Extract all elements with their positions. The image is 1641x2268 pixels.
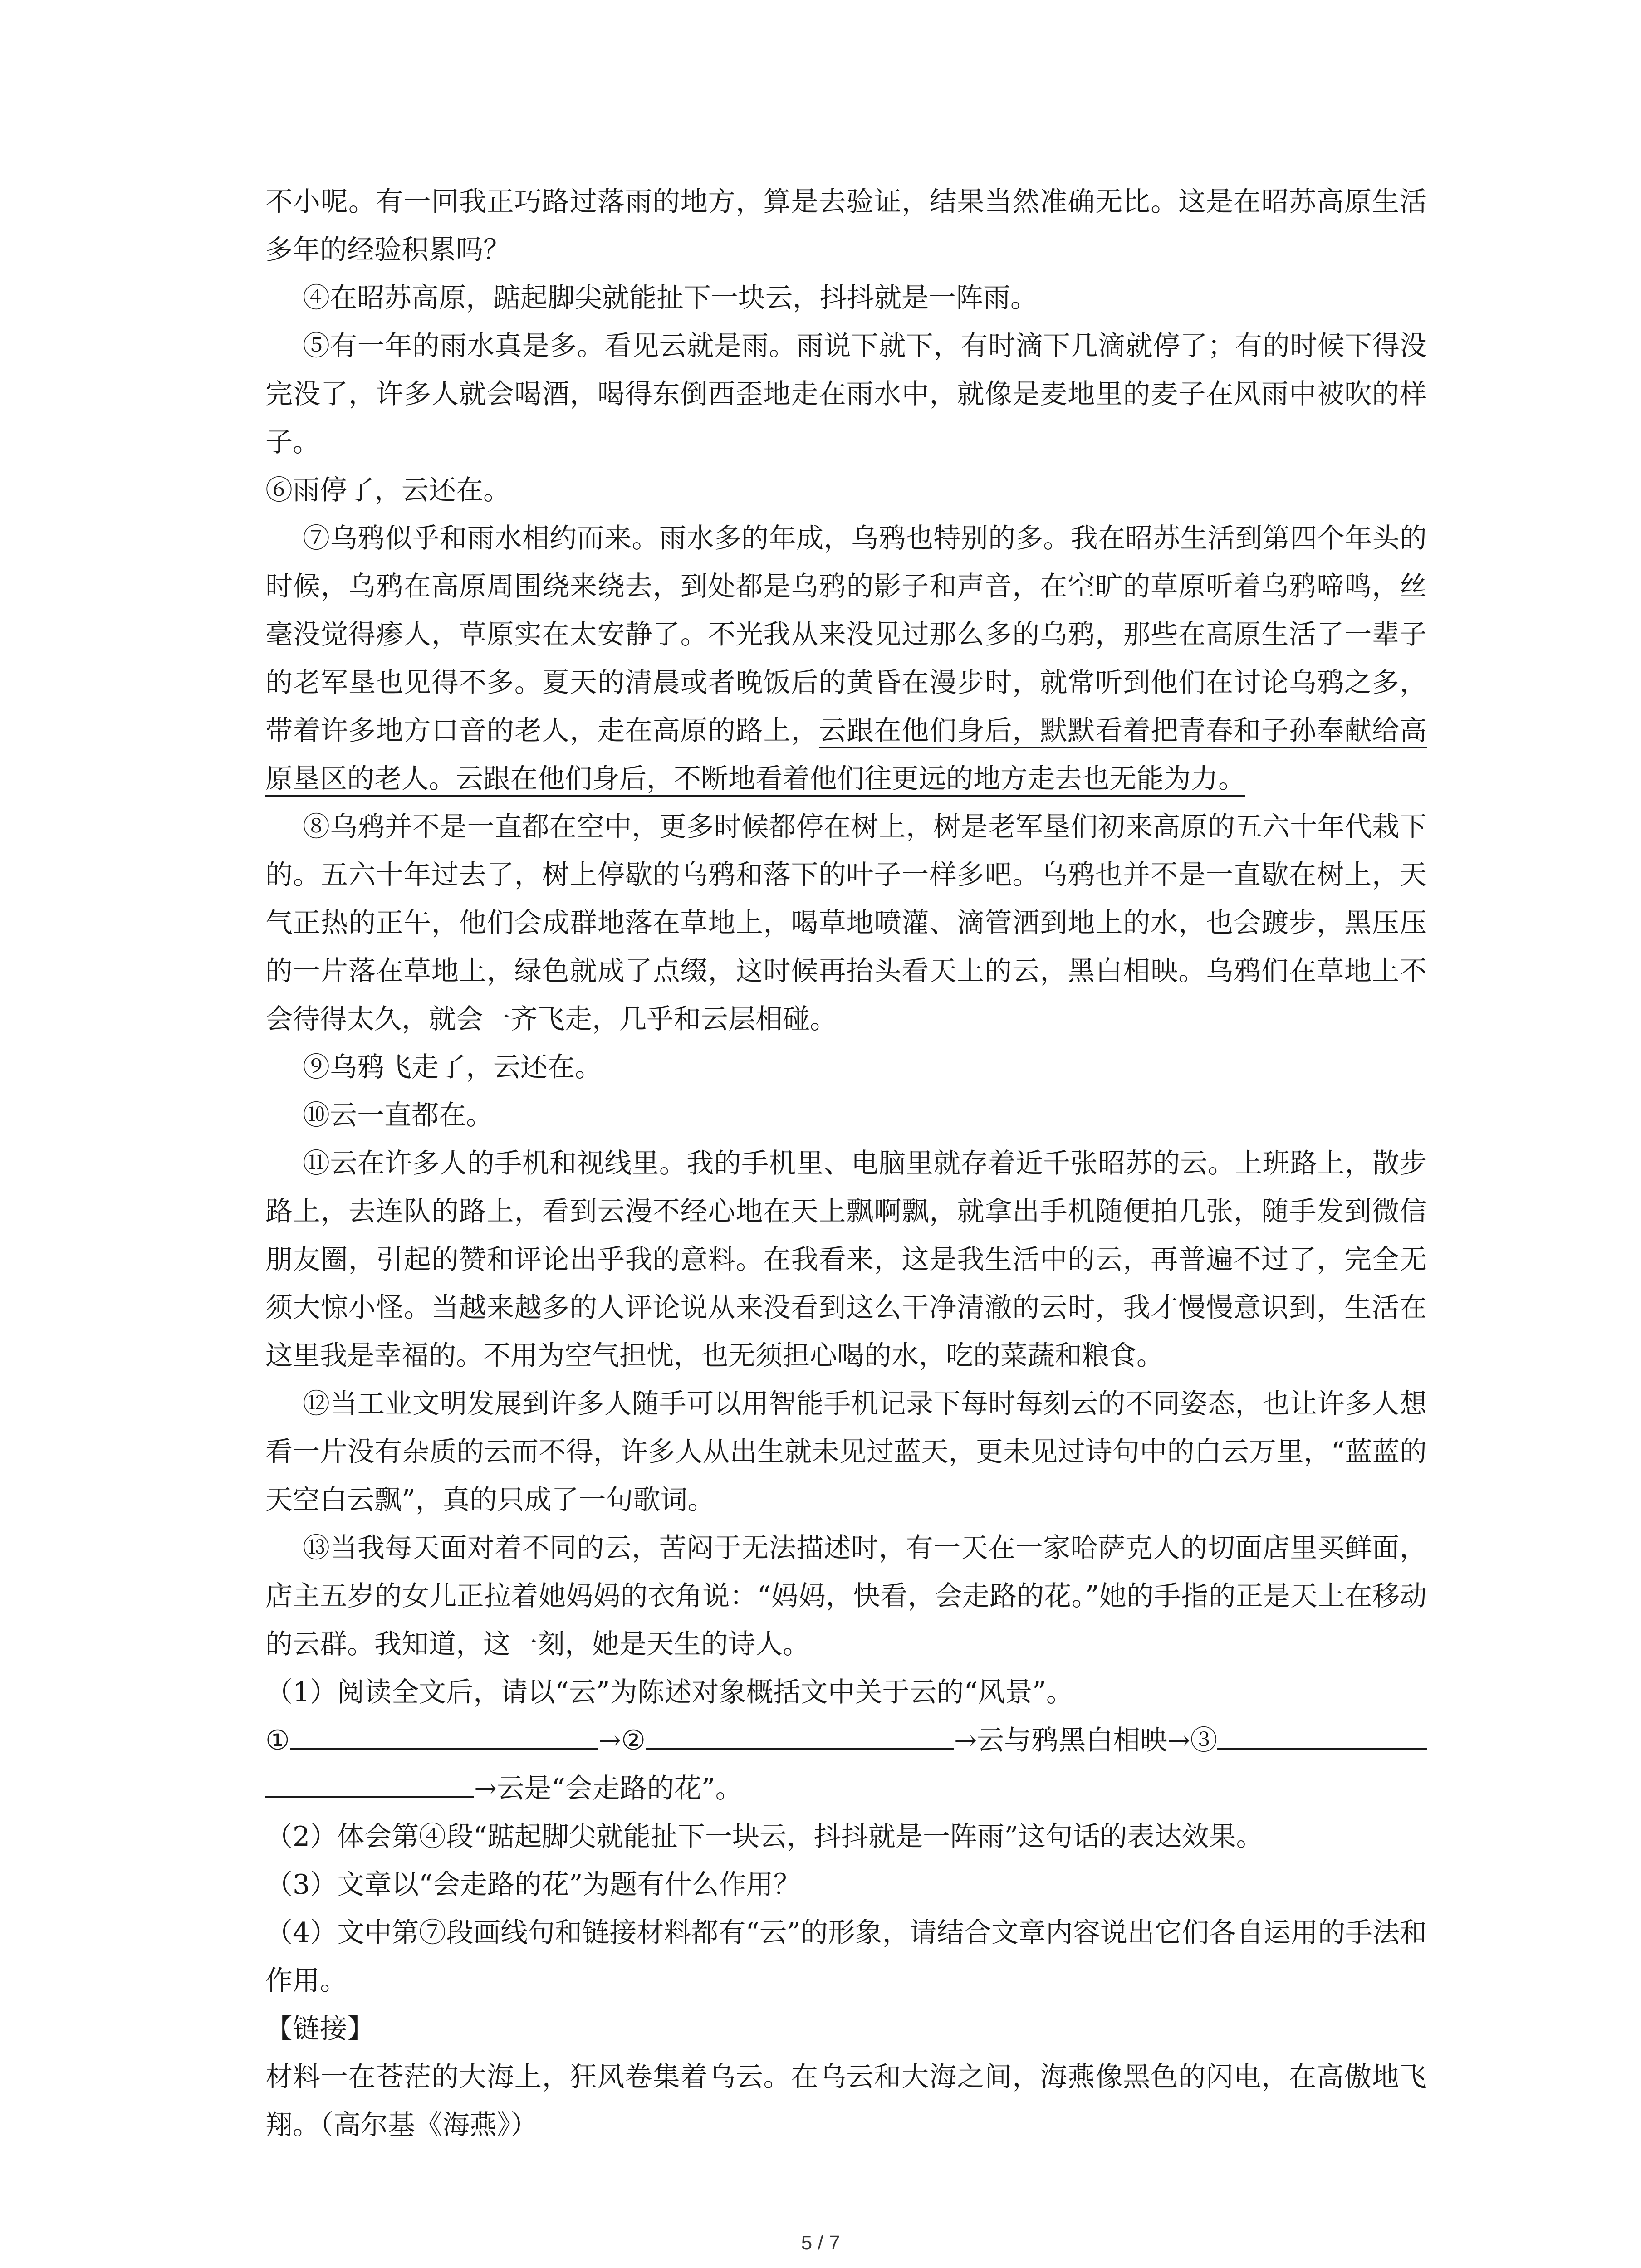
article-body <box>265 178 1427 2149</box>
paragraph-9: ⑨乌鸦飞走了，云还在。 <box>303 1051 602 1083</box>
link-material: 材料一在苍茫的大海上，狂风卷集着乌云。在乌云和大海之间，海燕像黑色的闪电，在高傲地飞翔。（高尔基《海燕》） <box>265 2061 1427 2141</box>
paragraph-13: ⑬当我每天面对着不同的云，苦闷于无法描述时，有一天在一家哈萨克人的切面店里买鲜面，店主五岁的女儿正拉着她妈妈的衣角说：“妈妈，快看，会走路的花。”她的手指的正是天上在移动的云群。我知道，这一刻，她是天生的诗人。 <box>265 1532 1427 1660</box>
paragraph-6: ⑥雨停了，云还在。 <box>265 474 510 506</box>
fill-marker-1: ① <box>265 1725 290 1756</box>
page-number: 5 / 7 <box>801 2232 840 2254</box>
fill-arrow-2: →② <box>598 1725 646 1756</box>
answer-blank-3-continued[interactable] <box>265 1767 474 1798</box>
paragraph-5: ⑤有一年的雨水真是多。看见云就是雨。雨说下就下，有时滴下几滴就停了；有的时候下得没完没了，许多人就会喝酒，喝得东倒西歪地走在雨水中，就像是麦地里的麦子在风雨中被吹的样子。 <box>265 330 1427 458</box>
paragraph-4: ④在昭苏高原，踮起脚尖就能扯下一块云，抖抖就是一阵雨。 <box>303 282 1038 314</box>
question-2: （2）体会第④段“踮起脚尖就能扯下一块云，抖抖就是一阵雨”这句话的表达效果。 <box>265 1821 1264 1853</box>
answer-blank-1[interactable] <box>290 1719 598 1750</box>
answer-blank-2[interactable] <box>646 1719 954 1750</box>
paragraph-7-text: ⑦乌鸦似乎和雨水相约而来。雨水多的年成，乌鸦也特别的多。我在昭苏生活到第四个年头的时候，乌鸦在高原周围绕来绕去，到处都是乌鸦的影子和声音，在空旷的草原听着乌鸦啼鸣，丝毫没觉得瘆人，草原实在太安静了。不光我从来没见过那么多的乌鸦，那些在高原生活了一辈子的老军垦也见得不多。夏天的清晨或者晚饭后的黄昏在漫步时，就常听到他们在讨论乌鸦之多，带着许多地方口音的老人，走在高原的路上， <box>265 523 1427 747</box>
answer-blank-3[interactable] <box>1217 1719 1427 1750</box>
fill-arrow-3: →云与鸦黑白相映→③ <box>954 1725 1218 1756</box>
paragraph-10: ⑩云一直都在。 <box>303 1100 493 1131</box>
question-3: （3）文章以“会走路的花”为题有什么作用？ <box>265 1869 801 1901</box>
question-1: （1）阅读全文后，请以“云”为陈述对象概括文中关于云的“风景”。 <box>265 1677 1073 1708</box>
paragraph-11: ⑪云在许多人的手机和视线里。我的手机里、电脑里就存着近千张昭苏的云。上班路上，散步路上，去连队的路上，看到云漫不经心地在天上飘啊飘，就拿出手机随便拍几张，随手发到微信朋友圈，引起的赞和评论出乎我的意料。在我看来，这是我生活中的云，再普遍不过了，完全无须大惊小怪。当越来越多的人评论说从来没看到这么干净清澈的云时，我才慢慢意识到，生活在这里我是幸福的。不用为空气担忧，也无须担心喝的水，吃的菜蔬和粮食。 <box>265 1148 1427 1372</box>
fill-tail: →云是“会走路的花”。 <box>474 1773 743 1804</box>
link-heading: 【链接】 <box>265 2013 374 2045</box>
paragraph-7-underlined-sentence: 云跟在他们身后，默默看着把青春和子孙奉献给高原垦区的老人。云跟在他们身后，不断地看着他们往更远的地方走去也无能为力。 <box>265 715 1427 797</box>
question-4: （4）文中第⑦段画线句和链接材料都有“云”的形象，请结合文章内容说出它们各自运用的手法和作用。 <box>265 1917 1427 1997</box>
question-1-fill-line <box>265 1716 1427 1765</box>
question-1-fill-line-2 <box>265 1765 1427 1813</box>
paragraph-8: ⑧乌鸦并不是一直都在空中，更多时候都停在树上，树是老军垦们初来高原的五六十年代栽下的。五六十年过去了，树上停歇的乌鸦和落下的叶子一样多吧。乌鸦也并不是一直歇在树上，天气正热的正午，他们会成群地落在草地上，喝草地喷灌、滴管洒到地上的水，也会踱步，黑压压的一片落在草地上，绿色就成了点缀，这时候再抬头看天上的云，黑白相映。乌鸦们在草地上不会待得太久，就会一齐飞走，几乎和云层相碰。 <box>265 811 1427 1035</box>
paragraph-7 <box>265 514 1427 803</box>
paragraph-3-tail: 不小呢。有一回我正巧路过落雨的地方，算是去验证，结果当然准确无比。这是在昭苏高原生活多年的经验积累吗？ <box>265 186 1427 266</box>
paragraph-12: ⑫当工业文明发展到许多人随手可以用智能手机记录下每时每刻云的不同姿态，也让许多人想看一片没有杂质的云而不得，许多人从出生就未见过蓝天，更未见过诗句中的白云万里，“蓝蓝的天空白云飘”，真的只成了一句歌词。 <box>265 1388 1427 1516</box>
